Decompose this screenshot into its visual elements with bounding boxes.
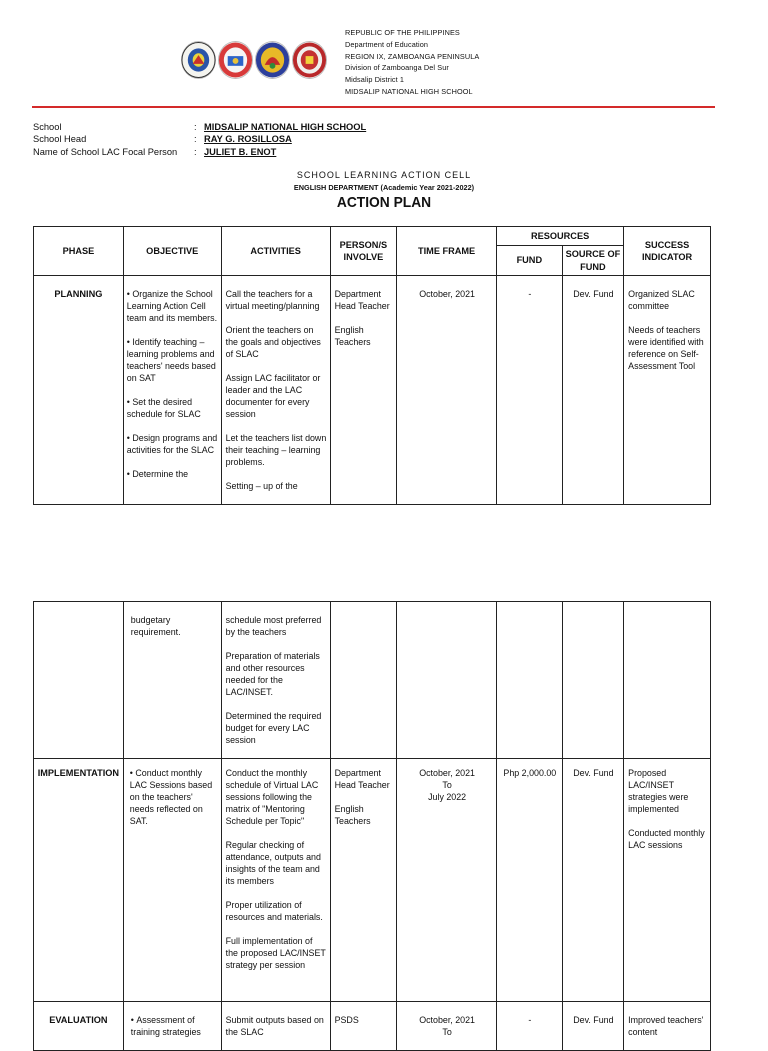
phase-evaluation: EVALUATION (34, 1002, 124, 1051)
doc-title-cell: SCHOOL LEARNING ACTION CELL (296, 170, 472, 180)
list-item: • Conduct monthly LAC Sessions based on the teachers' needs reflected on SAT. (130, 767, 218, 827)
list-item: Determined the required budget for every LAC session (225, 711, 322, 745)
list-item: • Design programs and activities for the SLAC (127, 432, 218, 456)
letterhead-line: REPUBLIC OF THE PHILIPPINES (345, 28, 460, 37)
colon: : (194, 146, 197, 157)
time-line: To (442, 1027, 452, 1037)
continued-objective: budgetary requirement. (123, 602, 221, 759)
planning-fund: - (497, 276, 563, 505)
col-success: SUCCESS INDICATOR (624, 227, 711, 276)
list-item: Organized SLAC committee (628, 289, 695, 311)
table-row (34, 1002, 711, 1051)
seal-logos (181, 41, 327, 81)
continued-activities (221, 602, 330, 759)
time-line: To (442, 780, 452, 790)
continued-phase (34, 602, 124, 759)
planning-source: Dev. Fund (562, 276, 624, 505)
col-time-frame: TIME FRAME (397, 227, 497, 276)
empty-cell (497, 602, 563, 759)
time-line: October, 2021 (419, 1015, 475, 1025)
implementation-fund: Php 2,000.00 (497, 759, 563, 1002)
division-seal-icon (255, 41, 290, 79)
implementation-activities (221, 759, 330, 1002)
planning-activities (221, 276, 330, 505)
school-info (33, 121, 366, 158)
list-item: Assign LAC facilitator or leader and the LAC documenter for every session (225, 373, 321, 419)
region-seal-icon (218, 41, 253, 79)
letterhead-line: MIDSALIP NATIONAL HIGH SCHOOL (345, 86, 473, 96)
letterhead-line: Department of Education (345, 39, 429, 49)
evaluation-fund: - (497, 1002, 563, 1051)
col-activities: ACTIVITIES (221, 227, 330, 276)
evaluation-source: Dev. Fund (562, 1002, 624, 1051)
implementation-persons (330, 759, 397, 1002)
focal-person-value: JULIET B. ENOT (204, 146, 277, 157)
list-item: • Organize the School Learning Action Cell team and its members. (127, 288, 218, 324)
implementation-time (397, 759, 497, 1002)
list-item: • Identify teaching – learning problems and teachers' needs based on SAT (127, 336, 218, 384)
phase-planning: PLANNING (34, 276, 124, 505)
letterhead-line: Midsalip District 1 (345, 75, 405, 85)
list-item: Call the teachers for a virtual meeting/planning (225, 289, 320, 311)
list-item: English Teachers (334, 804, 371, 826)
focal-person-label: Name of School LAC Focal Person (33, 146, 178, 157)
evaluation-persons: PSDS (330, 1002, 397, 1051)
action-plan-table (33, 226, 711, 505)
time-line: July 2022 (428, 792, 467, 802)
list-item: Department Head Teacher (334, 768, 390, 790)
evaluation-success: Improved teachers' content (624, 1002, 711, 1051)
list-item: Orient the teachers on the goals and objectives of SLAC (225, 325, 321, 359)
empty-cell (397, 602, 497, 759)
colon: : (194, 122, 197, 132)
planning-success (624, 276, 711, 505)
empty-cell (330, 602, 397, 759)
evaluation-objective (123, 1002, 221, 1051)
list-item: • Set the desired schedule for SLAC (127, 396, 218, 420)
empty-cell (562, 602, 624, 759)
col-fund: FUND (497, 246, 563, 276)
list-item: Proper utilization of resources and materials. (225, 900, 323, 922)
list-item: schedule most preferred by the teachers (225, 615, 322, 637)
col-source: SOURCE OF FUND (562, 246, 624, 276)
list-item: Full implementation of the proposed LAC/INSET strategy per session (225, 936, 326, 970)
header-divider (32, 106, 715, 108)
school-head-value: RAY G. ROSILLOSA (204, 134, 292, 145)
school-seal-icon (292, 41, 327, 79)
list-item: Let the teachers list down their teaching – learning problems. (225, 433, 327, 467)
evaluation-activities: Submit outputs based on the SLAC (221, 1002, 330, 1051)
planning-objectives (123, 276, 221, 505)
letterhead-line: REGION IX, ZAMBOANGA PENINSULA (345, 51, 480, 61)
empty-cell (624, 602, 711, 759)
list-item: Regular checking of attendance, outputs and insights of the team and its members (225, 840, 321, 886)
implementation-source: Dev. Fund (562, 759, 624, 1002)
list-item: Needs of teachers were identified with reference on Self- Assessment Tool (628, 325, 704, 371)
list-item: Setting – up of the (225, 481, 298, 491)
evaluation-time (397, 1002, 497, 1051)
list-item: Preparation of materials and other resources needed for the LAC/INSET. (225, 651, 320, 697)
list-item: Department Head Teacher (334, 289, 390, 311)
planning-persons (330, 276, 397, 505)
col-resources: RESOURCES (497, 227, 624, 246)
implementation-objective (123, 759, 221, 1002)
letterhead-line: Division of Zamboanga Del Sur (345, 63, 449, 73)
time-line: October, 2021 (419, 768, 475, 778)
list-item: • Assessment of training strategies (131, 1014, 218, 1038)
deped-letterhead (345, 27, 479, 98)
action-plan-table-continued (33, 601, 711, 1051)
list-item: Proposed LAC/INSET strategies were implemented (628, 768, 689, 814)
table-row (34, 759, 711, 1002)
col-objective: OBJECTIVE (123, 227, 221, 276)
col-phase: PHASE (34, 227, 124, 276)
colon: : (194, 134, 197, 145)
table-row (34, 276, 711, 505)
school-label: School (33, 122, 62, 132)
phase-implementation: IMPLEMENTATION (34, 759, 124, 1002)
list-item: • Determine the (127, 468, 218, 480)
implementation-success (624, 759, 711, 1002)
deped-seal-icon (181, 41, 216, 79)
col-persons: PERSON/S INVOLVE (330, 227, 397, 276)
school-value: MIDSALIP NATIONAL HIGH SCHOOL (204, 122, 367, 132)
school-head-label: School Head (33, 134, 87, 145)
list-item: Conducted monthly LAC sessions (628, 828, 705, 850)
list-item: English Teachers (334, 325, 371, 347)
doc-title-dept: ENGLISH DEPARTMENT (Academic Year 2021-2022) (293, 183, 475, 192)
planning-time: October, 2021 (397, 276, 497, 505)
doc-title-plan: ACTION PLAN (336, 194, 432, 211)
table-row (34, 602, 711, 759)
list-item: Conduct the monthly schedule of Virtual LAC sessions following the matrix of "Mentoring Schedule per Topic" (225, 768, 319, 826)
